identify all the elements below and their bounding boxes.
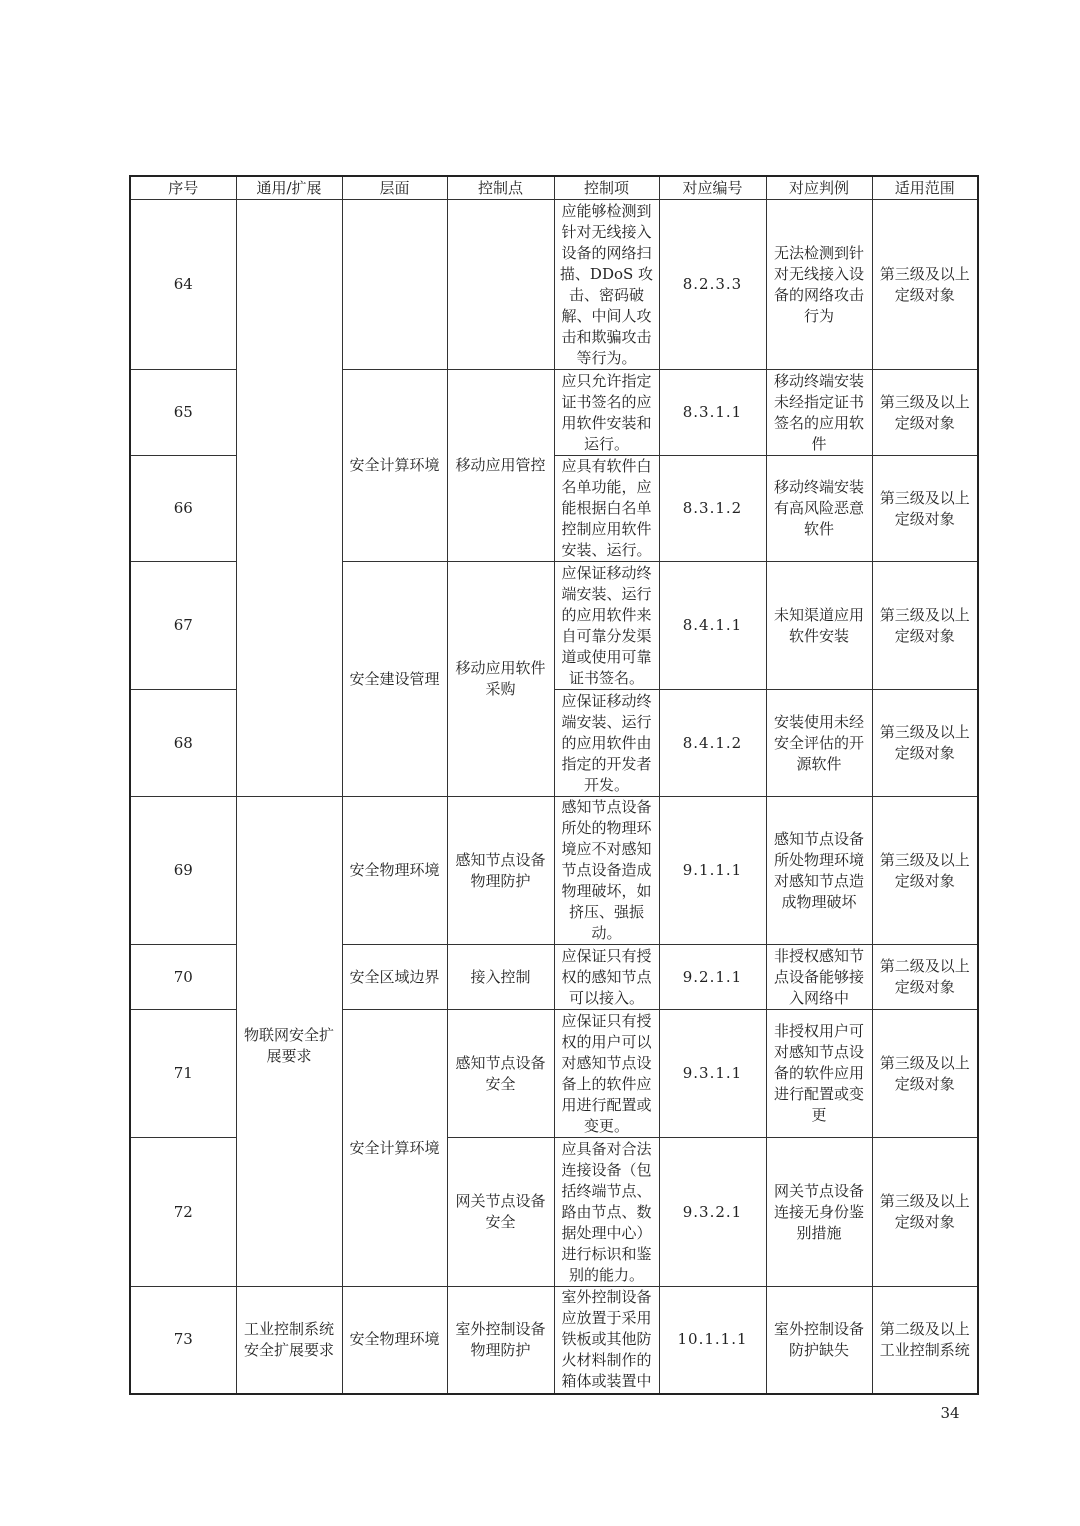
row-number: 66 <box>130 456 236 562</box>
control-point-cell: 网关节点设备安全 <box>447 1138 554 1287</box>
code: 10.1.1.1 <box>659 1287 766 1394</box>
row-number: 68 <box>130 690 236 797</box>
control-item: 应具备对合法连接设备（包括终端节点、路由节点、数据处理中心）进行标识和鉴别的能力。 <box>554 1138 659 1287</box>
control-item: 室外控制设备应放置于采用铁板或其他防火材料制作的箱体或装置中 <box>554 1287 659 1394</box>
header-code: 对应编号 <box>659 176 766 200</box>
row-number: 73 <box>130 1287 236 1394</box>
row-number: 72 <box>130 1138 236 1287</box>
code: 8.4.1.1 <box>659 562 766 690</box>
code: 9.2.1.1 <box>659 945 766 1010</box>
control-item: 应保证只有授权的用户可以对感知节点设备上的软件应用进行配置或变更。 <box>554 1010 659 1138</box>
case: 未知渠道应用软件安装 <box>766 562 872 690</box>
row-number: 71 <box>130 1010 236 1138</box>
scope: 第二级及以上工业控制系统 <box>872 1287 978 1394</box>
row-number: 69 <box>130 797 236 945</box>
code: 9.3.2.1 <box>659 1138 766 1287</box>
case: 非授权用户可对感知节点设备的软件应用进行配置或变更 <box>766 1010 872 1138</box>
scope: 第三级及以上定级对象 <box>872 370 978 456</box>
table-row <box>130 797 978 945</box>
row-number: 67 <box>130 562 236 690</box>
header-layer: 层面 <box>342 176 447 200</box>
case: 无法检测到针对无线接入设备的网络攻击行为 <box>766 200 872 370</box>
control-item: 应能够检测到针对无线接入设备的网络扫描、DDoS 攻击、密码破解、中间人攻击和欺骗攻击等行为。 <box>554 200 659 370</box>
control-point-cell: 室外控制设备物理防护 <box>447 1287 554 1394</box>
header-case: 对应判例 <box>766 176 872 200</box>
header-scope: 适用范围 <box>872 176 978 200</box>
row-number: 64 <box>130 200 236 370</box>
layer-cell: 安全建设管理 <box>342 562 447 797</box>
layer-cell: 安全计算环境 <box>342 370 447 562</box>
control-cell-empty <box>447 200 554 370</box>
code: 9.1.1.1 <box>659 797 766 945</box>
table-row <box>130 1287 978 1394</box>
control-point-cell: 移动应用软件采购 <box>447 562 554 797</box>
layer-cell: 安全物理环境 <box>342 1287 447 1394</box>
header-seq: 序号 <box>130 176 236 200</box>
case: 安装使用未经安全评估的开源软件 <box>766 690 872 797</box>
scope: 第三级及以上定级对象 <box>872 1138 978 1287</box>
control-item: 应保证移动终端安装、运行的应用软件来自可靠分发渠道或使用可靠证书签名。 <box>554 562 659 690</box>
control-point-cell: 移动应用管控 <box>447 370 554 562</box>
page-number: 34 <box>940 1404 960 1422</box>
control-point-cell: 接入控制 <box>447 945 554 1010</box>
case: 室外控制设备防护缺失 <box>766 1287 872 1394</box>
control-point-cell: 感知节点设备物理防护 <box>447 797 554 945</box>
scope: 第三级及以上定级对象 <box>872 1010 978 1138</box>
case: 移动终端安装未经指定证书签名的应用软件 <box>766 370 872 456</box>
scope: 第三级及以上定级对象 <box>872 690 978 797</box>
table-row <box>130 200 978 370</box>
row-number: 65 <box>130 370 236 456</box>
control-item: 感知节点设备所处的物理环境应不对感知节点设备造成物理破坏，如挤压、强振动。 <box>554 797 659 945</box>
code: 8.3.1.2 <box>659 456 766 562</box>
requirements-table <box>129 175 979 1395</box>
code: 9.3.1.1 <box>659 1010 766 1138</box>
layer-cell: 安全物理环境 <box>342 797 447 945</box>
header-control-point: 控制点 <box>447 176 554 200</box>
layer-cell: 安全计算环境 <box>342 1010 447 1287</box>
scope: 第三级及以上定级对象 <box>872 200 978 370</box>
code: 8.3.1.1 <box>659 370 766 456</box>
control-item: 应只允许指定证书签名的应用软件安装和运行。 <box>554 370 659 456</box>
group-cell-empty <box>236 200 342 797</box>
group-cell: 物联网安全扩展要求 <box>236 797 342 1287</box>
control-item: 应保证只有授权的感知节点可以接入。 <box>554 945 659 1010</box>
case: 感知节点设备所处物理环境对感知节点造成物理破坏 <box>766 797 872 945</box>
layer-cell: 安全区域边界 <box>342 945 447 1010</box>
case: 网关节点设备连接无身份鉴别措施 <box>766 1138 872 1287</box>
control-point-cell: 感知节点设备安全 <box>447 1010 554 1138</box>
case: 移动终端安装有高风险恶意软件 <box>766 456 872 562</box>
code: 8.2.3.3 <box>659 200 766 370</box>
case: 非授权感知节点设备能够接入网络中 <box>766 945 872 1010</box>
code: 8.4.1.2 <box>659 690 766 797</box>
scope: 第三级及以上定级对象 <box>872 797 978 945</box>
control-item: 应保证移动终端安装、运行的应用软件由指定的开发者开发。 <box>554 690 659 797</box>
scope: 第三级及以上定级对象 <box>872 456 978 562</box>
layer-cell-empty <box>342 200 447 370</box>
scope: 第二级及以上定级对象 <box>872 945 978 1010</box>
control-item: 应具有软件白名单功能，应能根据白名单控制应用软件安装、运行。 <box>554 456 659 562</box>
scope: 第三级及以上定级对象 <box>872 562 978 690</box>
header-row <box>130 176 978 200</box>
group-cell: 工业控制系统安全扩展要求 <box>236 1287 342 1394</box>
header-control-item: 控制项 <box>554 176 659 200</box>
row-number: 70 <box>130 945 236 1010</box>
header-general-ext: 通用/扩展 <box>236 176 342 200</box>
